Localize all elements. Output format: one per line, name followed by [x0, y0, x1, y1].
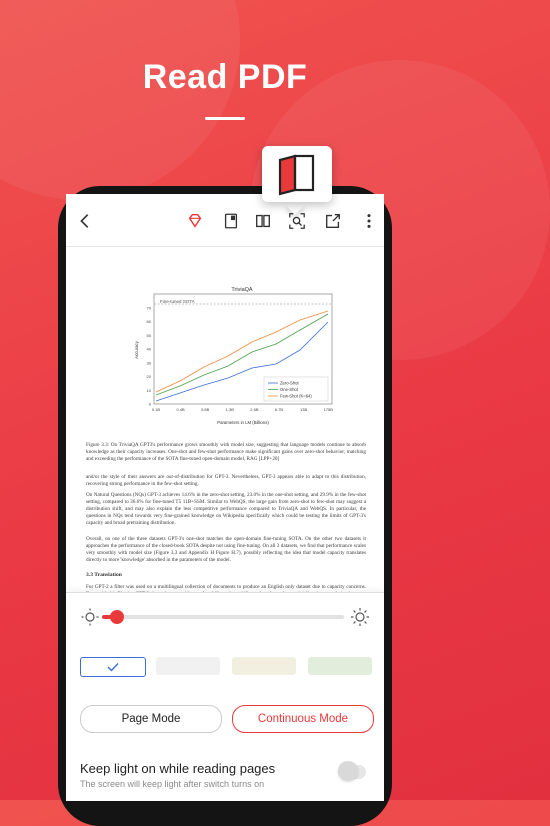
paragraph: and/or the style of their answers are out-of-distribution for GPT-3. Nevertheless, GPT-3 appears able to adapt to this distribution, recovering strong performance in the few-shot setting.	[86, 474, 366, 487]
page-mode-button[interactable]: Page Mode	[80, 705, 222, 733]
page-icon[interactable]	[220, 210, 242, 232]
y-tick-label: 0	[148, 401, 151, 407]
paragraph: Overall, on one of the three datasets GPT-3's one-shot matches the open-domain fine-tuning SOTA. On the other two datasets it approaches the performance of the closed-book SOTA despite not using fine-tuning. On all 3 datasets, we find that performance scales very smoothly with model size (Figure 3.3 and Appendix H Figure H.7), possibly reflecting the idea that model capacity translates directly to more 'knowledge' absorbed in the parameters of the model.	[86, 536, 366, 563]
trivia-chart	[132, 282, 332, 432]
y-tick-label: 10	[146, 387, 151, 393]
reading-mode-popup[interactable]	[262, 146, 332, 202]
continuous-mode-button[interactable]: Continuous Mode	[232, 705, 374, 733]
x-tick-label: 1.3B	[225, 407, 234, 412]
y-tick-label: 40	[146, 346, 151, 352]
x-tick-label: 175B	[323, 407, 333, 412]
favorite-diamond-icon[interactable]	[184, 210, 206, 232]
x-tick-label: 0.4B	[176, 407, 185, 412]
y-tick-label: 50	[146, 332, 151, 338]
back-icon[interactable]	[74, 210, 96, 232]
y-tick-label: 20	[146, 374, 151, 379]
x-tick-label: 13B	[300, 407, 308, 412]
brightness-low-icon	[80, 607, 100, 627]
brightness-slider-track[interactable]	[102, 615, 344, 619]
bg-swatch-beige[interactable]	[232, 657, 296, 675]
reading-mode-book-icon	[262, 146, 332, 202]
x-tick-label: 0.8B	[201, 407, 210, 412]
legend-zero-shot: Zero-Shot	[280, 380, 299, 386]
reader-toolbar	[66, 194, 384, 247]
reading-settings-sheet	[66, 592, 384, 801]
more-vertical-icon[interactable]	[358, 210, 380, 232]
x-tick-label: 6.7B	[274, 407, 284, 412]
paragraph: For GPT-2 a filter was used on a multilingual collection of documents to produce an English only dataset due to capacity concerns.	[86, 584, 366, 590]
phone-screen	[66, 194, 384, 800]
background-shape	[0, 0, 240, 200]
legend-few-shot: Few-Shot (K=64)	[280, 393, 312, 399]
search-icon[interactable]	[286, 210, 308, 232]
bg-swatch-gray[interactable]	[156, 657, 220, 675]
bg-swatch-green[interactable]	[308, 657, 372, 675]
check-icon	[107, 662, 119, 672]
section-heading: 3.3 Translation	[86, 572, 122, 578]
x-axis-label: Parameters in LM (Billions)	[217, 420, 269, 425]
y-tick-label: 70	[146, 305, 151, 311]
brightness-high-icon	[350, 607, 370, 627]
x-tick-label: 2.6B	[250, 407, 259, 412]
keep-light-title: Keep light on while reading pages	[80, 761, 276, 776]
x-tick-label: 0.1B	[151, 407, 161, 412]
paragraph: On Natural Questions (NQs) GPT-3 achieves 14.6% in the zero-shot setting, 23.0% in the one-shot setting, and 29.9% in the few-shot setting, compared to 36.6% for fine-tuned T5 11B+SSM. Similar to WebQS, the large gain from zero-shot to few-shot may suggest a distribution shift, and may also explain the less competitive performance compared to TriviaQA and WebQS. In particular, the questions in NQs tend towards very fine-grained knowledge on Wikipedia specifically which could be testing the limits of GPT-3's capacity and broad pretraining distribution.	[86, 492, 366, 526]
figure-caption: Figure 3.3: On TriviaQA GPT3's performance grows smoothly with model size, suggesting that language models continue to absorb knowledge as their capacity increases. One-shot and few-shot performance make significant gains over zero-shot behavior, matching and exceeding the performance of the SOTA fine-tuned open-domain model, RAG [LPP+20]	[86, 442, 366, 462]
headline-underline	[205, 117, 245, 120]
bg-swatch-white[interactable]	[80, 657, 146, 677]
y-tick-label: 30	[146, 360, 151, 366]
share-icon[interactable]	[322, 210, 344, 232]
keep-light-subtitle: The screen will keep light after switch turns on	[80, 779, 265, 789]
pdf-page	[80, 254, 372, 594]
chart-legend	[264, 377, 328, 401]
headline: Read PDF	[142, 58, 308, 96]
book-icon[interactable]	[252, 210, 274, 232]
brightness-slider-thumb[interactable]	[110, 610, 124, 624]
legend-one-shot: One-Shot	[280, 387, 298, 392]
y-axis-label: Accuracy	[134, 341, 139, 359]
y-tick-label: 60	[146, 319, 151, 324]
keep-light-toggle-knob[interactable]	[338, 761, 358, 781]
chart-title: TriviaQA	[231, 287, 253, 293]
sota-label: Fine-tuned SOTA	[160, 299, 195, 304]
